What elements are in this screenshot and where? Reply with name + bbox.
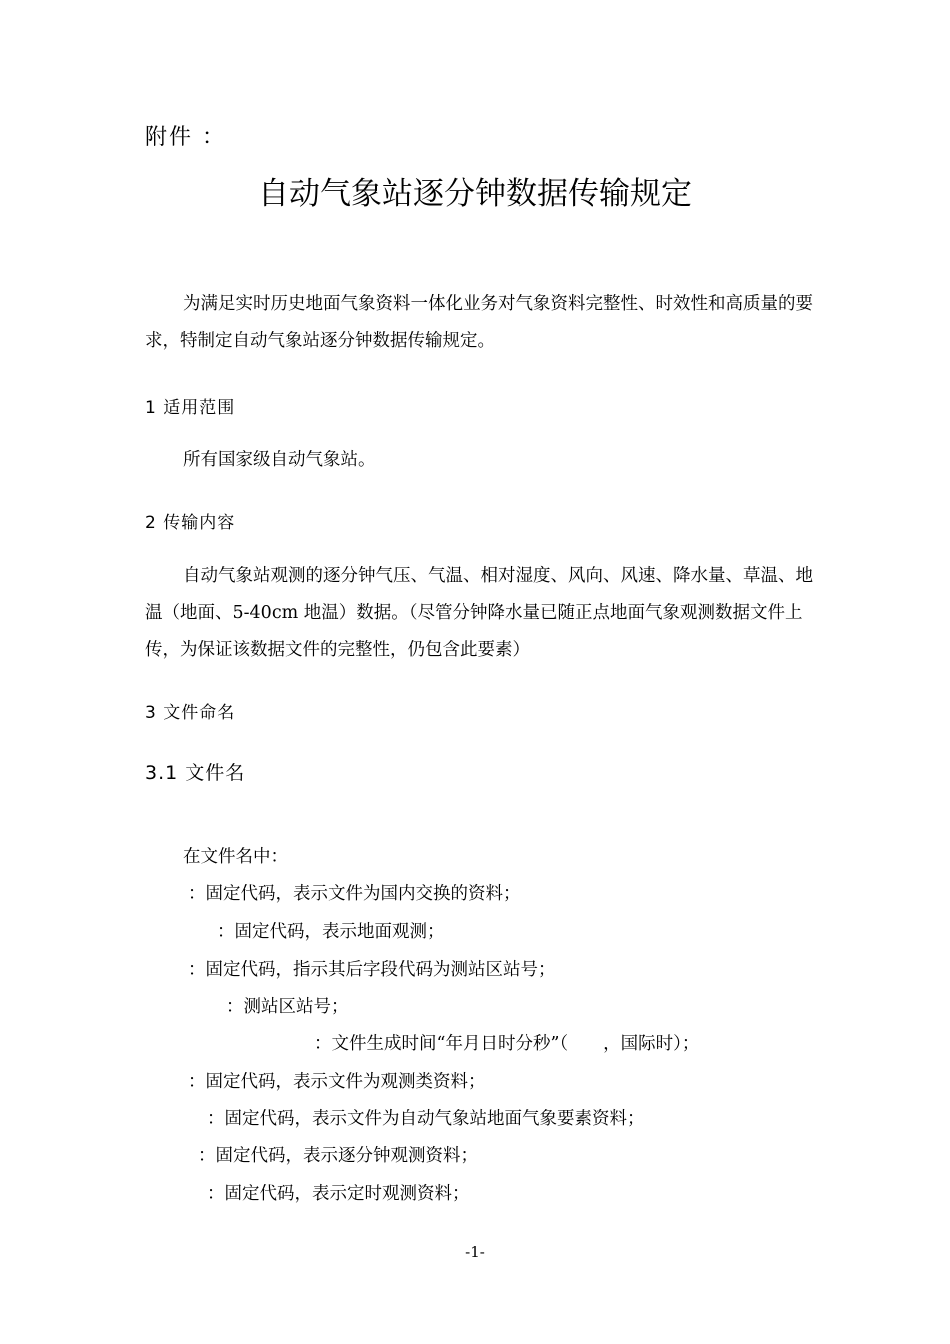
field-line: ：固定代码，表示定时观测资料； xyxy=(207,1184,470,1204)
field-line: ：测站区站号； xyxy=(226,997,349,1017)
section-3-heading: 3 文件命名 xyxy=(145,703,236,723)
section-1-heading: 1 适用范围 xyxy=(145,398,236,418)
field-line: ：固定代码，表示文件为自动气象站地面气象要素资料； xyxy=(207,1109,645,1129)
field-line: ：固定代码，表示文件为国内交换的资料； xyxy=(188,884,521,904)
section-2-body: 自动气象站观测的逐分钟气压、气温、相对湿度、风向、风速、降水量、草温、地温（地面、5-40cm 地温）数据。（尽管分钟降水量已随正点地面气象观测数据文件上传，为保证该数据文件的完整性，仍包含此要素） xyxy=(145,566,813,660)
field-line: ：固定代码，表示逐分钟观测资料； xyxy=(198,1146,478,1166)
document-title: 自动气象站逐分钟数据传输规定 xyxy=(258,176,692,212)
page-number: -1- xyxy=(465,1243,485,1261)
filename-intro: 在文件名中： xyxy=(183,847,288,867)
field-line: ：固定代码，指示其后字段代码为测站区站号； xyxy=(188,960,556,980)
attachment-label: 附件 ： xyxy=(145,125,226,150)
intro-paragraph: 为满足实时历史地面气象资料一体化业务对气象资料完整性、时效性和高质量的要求，特制定自动气象站逐分钟数据传输规定。 xyxy=(145,294,813,351)
section-2-heading: 2 传输内容 xyxy=(145,513,236,533)
field-line: ：固定代码，表示地面观测； xyxy=(217,922,445,942)
section-3-1-heading: 3.1 文件名 xyxy=(145,762,246,784)
section-1-body: 所有国家级自动气象站。 xyxy=(183,450,376,470)
field-line: ：文件生成时间“年月日时分秒”（ ，国际时）； xyxy=(314,1034,700,1054)
field-line: ：固定代码，表示文件为观测类资料； xyxy=(188,1072,486,1092)
